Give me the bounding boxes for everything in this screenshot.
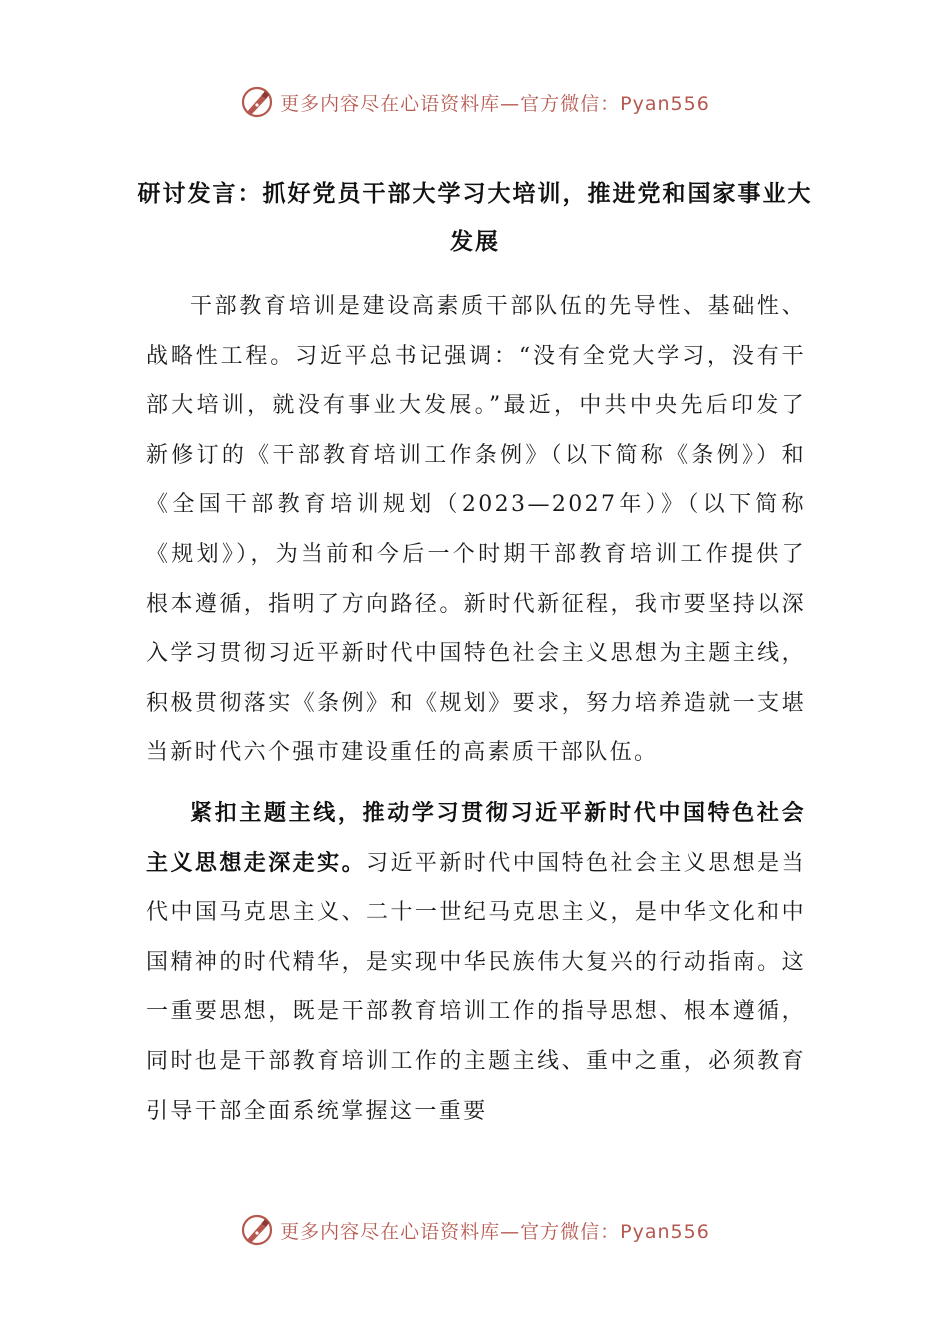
banner-text: 更多内容尽在心语资料库—官方微信：Pyan556 bbox=[280, 92, 710, 115]
banner-text: 更多内容尽在心语资料库—官方微信：Pyan556 bbox=[280, 1220, 710, 1243]
document-title: 研讨发言：抓好党员干部大学习大培训，推进党和国家事业大发展 bbox=[137, 180, 813, 255]
header-banner bbox=[0, 82, 950, 122]
pen-nib-logo-icon bbox=[240, 1213, 274, 1247]
document-body bbox=[146, 282, 806, 1136]
paragraph bbox=[146, 789, 806, 1136]
paragraph-text: 干部教育培训是建设高素质干部队伍的先导性、基础性、战略性工程。习近平总书记强调：“没有全党大学习，没有干部大培训，就没有事业大发展。”最近，中共中央先后印发了新修订的《干部教育培训工作条例》（以下简称《条例》）和《全国干部教育培训规划（2023—2027年）》（以下简称《规划》），为当前和今后一个时期干部教育培训工作提供了根本遵循，指明了方向路径。新时代新征程，我市要坚持以深入学习贯彻习近平新时代中国特色社会主义思想为主题主线，积极贯彻落实《条例》和《规划》要求，努力培养造就一支堪当新时代六个强市建设重任的高素质干部队伍。 bbox=[146, 294, 806, 766]
paragraph-lead: 紧扣主题主线，推动学习贯彻习近平新时代中国特色社会主义思想走深走实。 bbox=[146, 799, 806, 876]
footer-banner bbox=[0, 1210, 950, 1250]
paragraph-text: 习近平新时代中国特色社会主义思想是当代中国马克思主义、二十一世纪马克思主义，是中华文化和中国精神的时代精华，是实现中华民族伟大复兴的行动指南。这一重要思想，既是干部教育培训工作的指导思想、根本遵循，同时也是干部教育培训工作的主题主线、重中之重，必须教育引导干部全面系统掌握这一重要 bbox=[146, 850, 806, 1124]
pen-nib-logo-icon bbox=[240, 85, 274, 119]
paragraph bbox=[146, 282, 806, 778]
